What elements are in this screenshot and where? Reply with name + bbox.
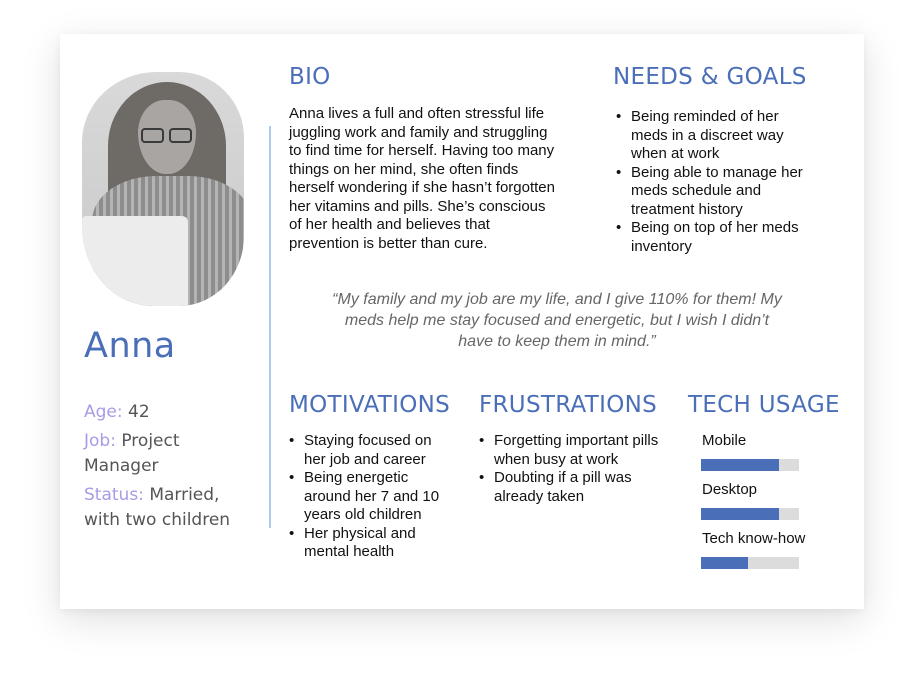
- list-item: • Staying focused on her job and career: [289, 432, 454, 469]
- motivations-list: [289, 432, 454, 562]
- list-item: • Her physical and mental health: [289, 525, 454, 562]
- age-row: [84, 400, 254, 425]
- job-value: Project Manager: [84, 431, 180, 476]
- tech-bar-mobile: [701, 459, 799, 471]
- job-row: [84, 429, 254, 479]
- tech-bar-fill: [701, 557, 748, 569]
- tech-label-desktop: Desktop: [702, 481, 758, 498]
- persona-card: [60, 34, 864, 609]
- tech-bar-fill: [701, 459, 779, 471]
- age-value: 42: [128, 402, 150, 422]
- status-label: Status:: [84, 485, 144, 505]
- list-item: • Forgetting important pills when busy at work: [479, 432, 674, 469]
- tech-bar-fill: [701, 508, 779, 520]
- frustrations-list: [479, 432, 674, 506]
- frustrations-heading: FRUSTRATIONS: [479, 392, 658, 418]
- motivations-heading: MOTIVATIONS: [289, 392, 451, 418]
- persona-quote: “My family and my job are my life, and I give 110% for them! My meds help me stay focused and energetic, but I wish I didn’t have to keep them in mind.”: [332, 291, 782, 350]
- list-item: • Being reminded of her meds in a discreet way when at work: [616, 108, 816, 164]
- persona-photo: [82, 72, 244, 306]
- column-divider: [269, 126, 271, 528]
- status-value: Married, with two children: [84, 485, 231, 530]
- tech-bar-desktop: [701, 508, 799, 520]
- status-row: [84, 483, 254, 533]
- list-item: • Being energetic around her 7 and 10 years old children: [289, 469, 454, 525]
- persona-name: Anna: [84, 326, 176, 366]
- tech-heading: TECH USAGE: [688, 392, 840, 418]
- bio-heading: BIO: [289, 64, 331, 90]
- list-item: • Being on top of her meds inventory: [616, 219, 816, 256]
- job-label: Job:: [84, 431, 116, 451]
- list-item: • Being able to manage her meds schedule and treatment history: [616, 164, 816, 220]
- list-item: • Doubting if a pill was already taken: [479, 469, 674, 506]
- tech-label-knowhow: Tech know-how: [702, 530, 806, 547]
- bio-text: Anna lives a full and often stressful life juggling work and family and struggling to find time for herself. Having too many things on her mind, she often finds herself wondering if she hasn’t forgotten her vitamins and pills. She’s conscious of her health and believes that prevention is better than cure.: [289, 105, 555, 252]
- tech-label-mobile: Mobile: [702, 432, 747, 449]
- needs-list: [616, 108, 816, 256]
- tech-bar-knowhow: [701, 557, 799, 569]
- age-label: Age:: [84, 402, 123, 422]
- needs-heading: NEEDS & GOALS: [613, 64, 807, 90]
